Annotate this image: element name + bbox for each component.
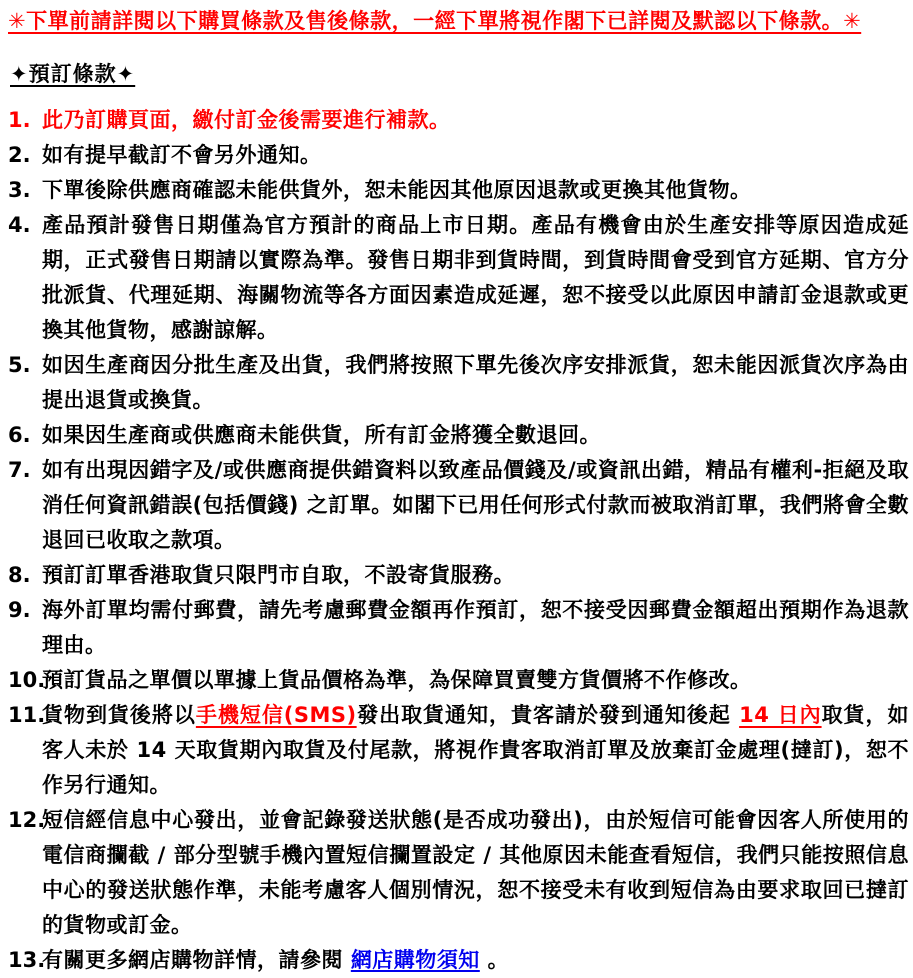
term-number: 2. — [8, 143, 31, 167]
term-item — [8, 348, 909, 418]
term-number: 3. — [8, 178, 31, 202]
term-number: 9. — [8, 598, 31, 622]
term-text — [42, 208, 909, 348]
term-number: 7. — [8, 458, 31, 482]
term-segment: 取貨，如客人未於 14 天取貨期內取貨及付尾款，將視作貴客取消訂單及放棄訂金處理(撻訂)，恕不作另行通知。 — [42, 703, 910, 797]
term-number: 11. — [8, 703, 46, 727]
term-item — [8, 663, 909, 698]
purchase-notice-header: ✳下單前請詳閱以下購買條款及售後條款，一經下單將視作閣下已詳閱及默認以下條款。✳ — [8, 9, 862, 33]
term-number: 1. — [8, 108, 31, 132]
term-text — [42, 663, 909, 698]
term-segment: 如因生產商因分批生產及出貨，我們將按照下單先後次序安排派貨，恕未能因派貨次序為由提出退貨或換貨。 — [42, 353, 909, 412]
term-number: 4. — [8, 213, 31, 237]
term-number: 6. — [8, 423, 31, 447]
term-item — [8, 943, 909, 978]
term-item — [8, 173, 909, 208]
term-segment: 下單後除供應商確認未能供貨外，恕未能因其他原因退款或更換其他貨物。 — [42, 178, 752, 202]
term-text — [42, 558, 909, 593]
term-segment: 預訂貨品之單價以單據上貨品價格為準，為保障買賣雙方貨價將不作修改。 — [42, 668, 752, 692]
term-text — [42, 418, 909, 453]
term-number: 8. — [8, 563, 31, 587]
term-text — [42, 348, 909, 418]
shop-guide-link[interactable]: 網店購物須知 — [350, 948, 480, 972]
term-item — [8, 208, 909, 348]
term-segment: 短信經信息中心發出，並會記錄發送狀態(是否成功發出)，由於短信可能會因客人所使用的電信商攔截 / 部分型號手機內置短信攔置設定 / 其他原因未能查看短信，我們只能按照信息中心的發送狀態作準，未能考慮客人個別情況，恕不接受未有收到短信為由要求取回已撻訂的貨物或訂金。 — [42, 808, 909, 937]
term-highlight: 14 日內 — [739, 703, 822, 727]
term-item — [8, 453, 909, 558]
term-item — [8, 103, 909, 138]
term-text — [42, 103, 909, 138]
term-segment: 產品預計發售日期僅為官方預計的商品上市日期。產品有機會由於生產安排等原因造成延期，正式發售日期請以實際為準。發售日期非到貨時間，到貨時間會受到官方延期、官方分批派貨、代理延期、海關物流等各方面因素造成延遲，恕不接受以此原因申請訂金退款或更換其他貨物，感謝諒解。 — [42, 213, 909, 342]
term-item — [8, 138, 909, 173]
term-segment: 如果因生產商或供應商未能供貨，所有訂金將獲全數退回。 — [42, 423, 601, 447]
term-number: 12. — [8, 808, 46, 832]
term-text — [42, 138, 909, 173]
term-segment: 海外訂單均需付郵費，請先考慮郵費金額再作預訂，恕不接受因郵費金額超出預期作為退款理由。 — [42, 598, 909, 657]
term-item — [8, 698, 909, 803]
term-segment: 此乃訂購頁面，繳付訂金後需要進行補款。 — [42, 108, 451, 132]
term-number: 13. — [8, 948, 46, 972]
term-text — [42, 453, 909, 558]
term-text — [42, 943, 909, 978]
term-text — [42, 593, 909, 663]
term-text — [42, 173, 909, 208]
term-text — [42, 698, 909, 803]
term-segment: 有關更多網店購物詳情，請參閱 — [42, 948, 351, 972]
term-item — [8, 803, 909, 943]
term-segment: 發出取貨通知，貴客請於發到通知後起 — [356, 703, 740, 727]
preorder-terms-title: ✦預訂條款✦ — [10, 62, 136, 86]
term-number: 10. — [8, 668, 46, 692]
term-segment: 預訂訂單香港取貨只限門市自取，不設寄貨服務。 — [42, 563, 515, 587]
terms-list — [8, 103, 909, 978]
term-item — [8, 418, 909, 453]
term-item — [8, 558, 909, 593]
term-highlight: 手機短信(SMS) — [195, 703, 357, 727]
term-number: 5. — [8, 353, 31, 377]
term-segment: 如有出現因錯字及/或供應商提供錯資料以致產品價錢及/或資訊出錯，精品有權利-拒絕及取消任何資訊錯誤(包括價錢) 之訂單。如閣下已用任何形式付款而被取消訂單，我們將會全數退回已收取之款項。 — [42, 458, 909, 552]
term-item — [8, 593, 909, 663]
term-segment: 。 — [479, 948, 510, 972]
term-text — [42, 803, 909, 943]
term-segment: 如有提早截訂不會另外通知。 — [42, 143, 322, 167]
term-segment: 貨物到貨後將以 — [42, 703, 196, 727]
